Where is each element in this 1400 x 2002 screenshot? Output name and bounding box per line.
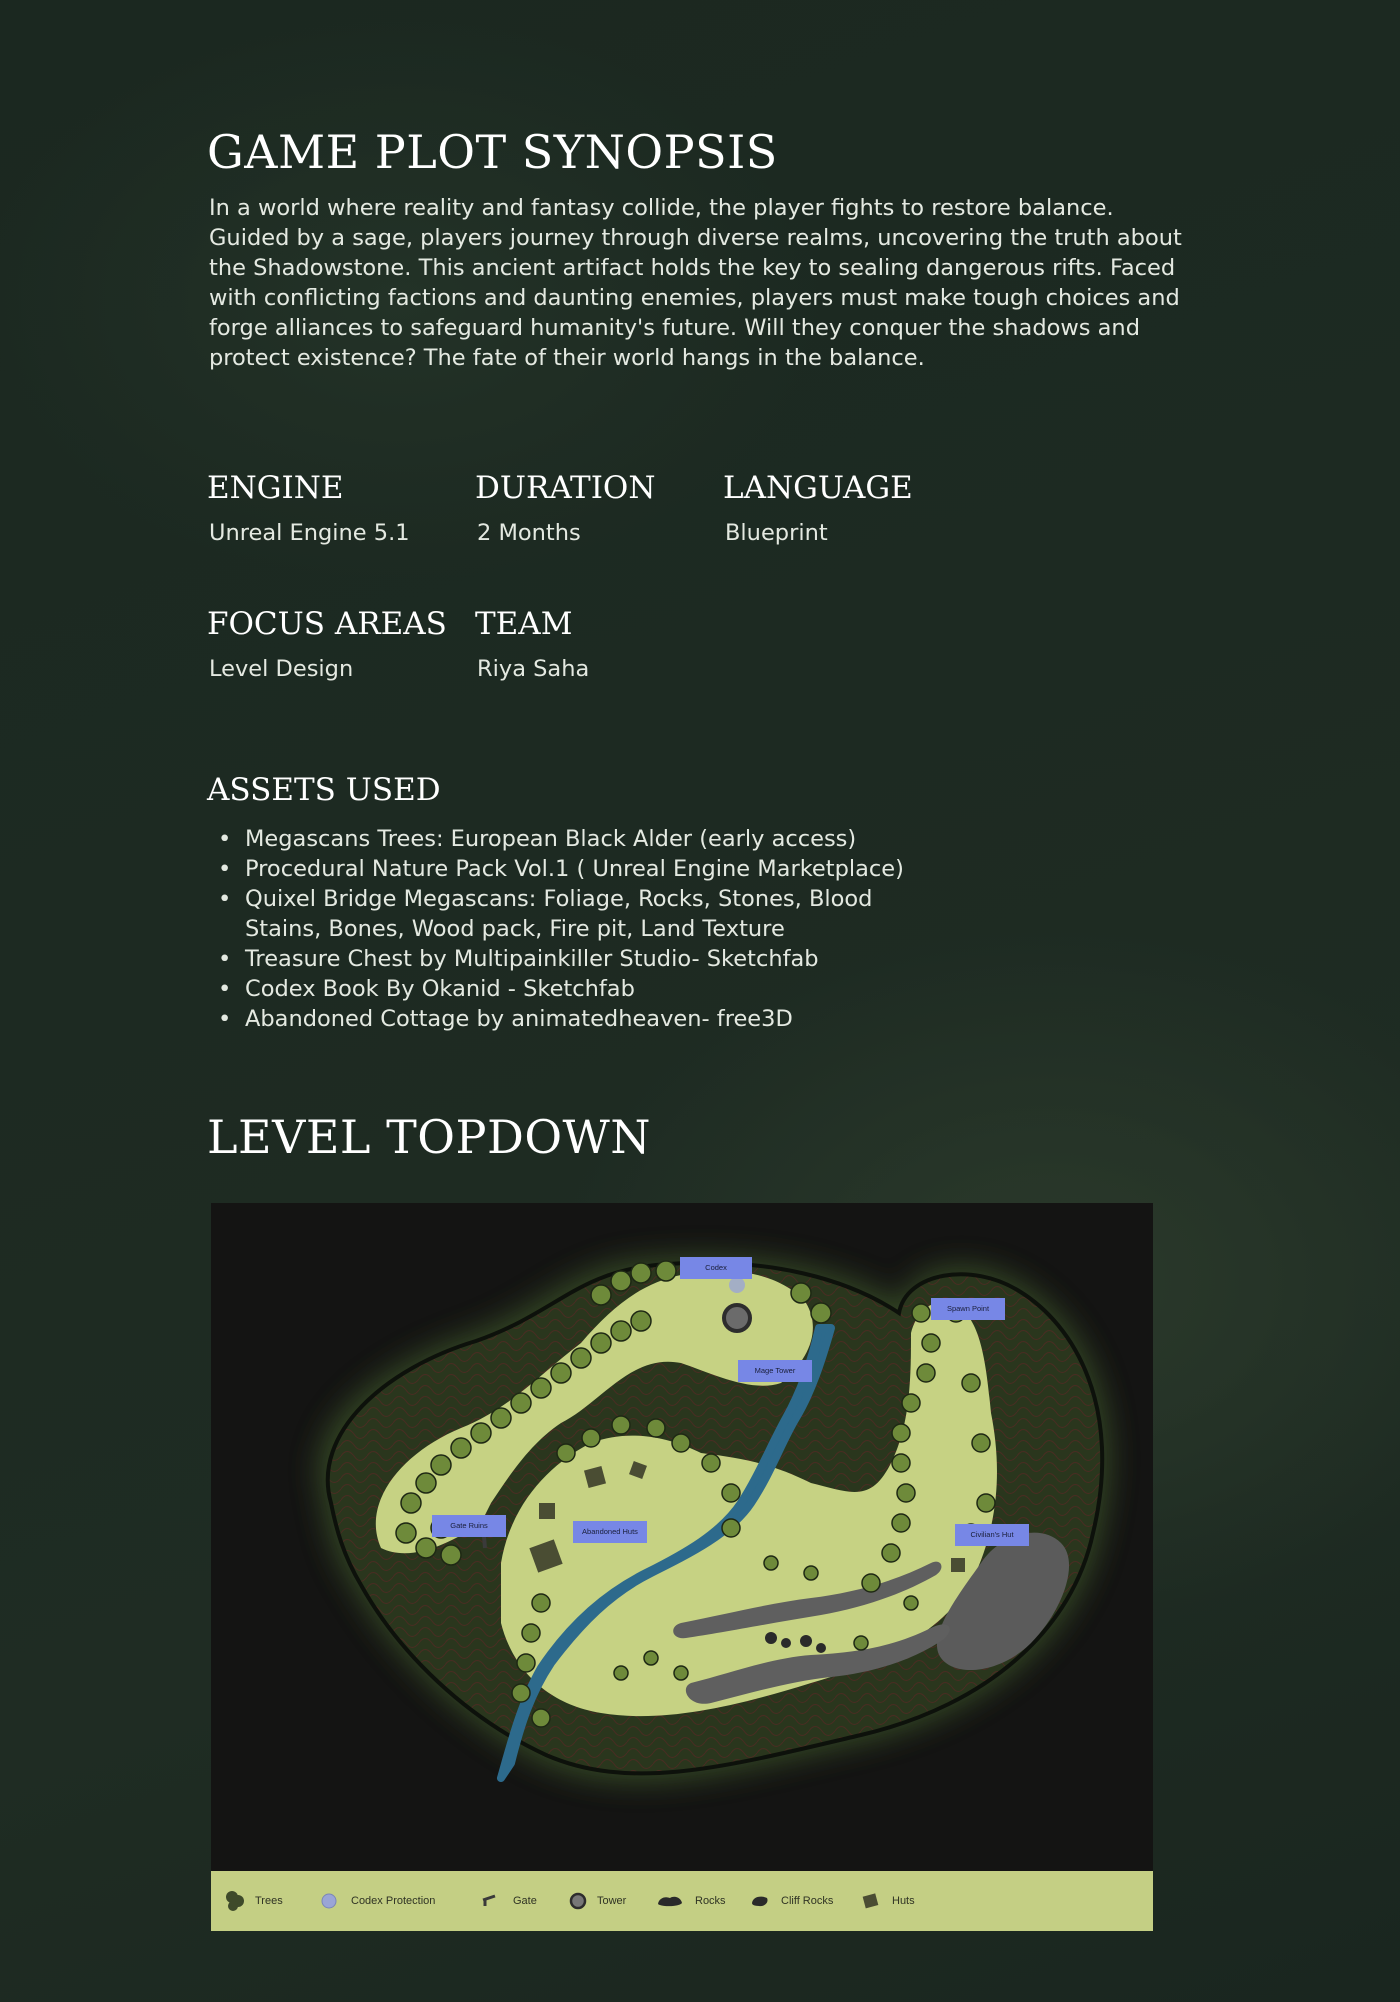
synopsis-line: with conflicting factions and daunting enemies, players must make tough choices and [209, 285, 1180, 311]
tower-icon [724, 1305, 750, 1331]
topdown-title: LEVEL TOPDOWN [207, 1110, 652, 1164]
map-label-codex: Codex [680, 1257, 752, 1279]
hut-icon [951, 1558, 965, 1572]
tower-icon [569, 1892, 587, 1910]
duration-label: DURATION [475, 470, 656, 506]
team-block [475, 606, 589, 682]
map-label-civilians-hut: Civilian's Hut [955, 1524, 1029, 1546]
gate-icon [481, 1894, 499, 1908]
focus-label: FOCUS AREAS [207, 606, 447, 642]
assets-list [218, 824, 938, 1034]
huts-icon [862, 1893, 880, 1909]
legend-tower [569, 1871, 626, 1931]
engine-value: Unreal Engine 5.1 [209, 520, 410, 546]
map-label-gate-ruins: Gate Ruins [432, 1515, 506, 1537]
map-legend [211, 1871, 1153, 1931]
synopsis-title: GAME PLOT SYNOPSIS [207, 125, 778, 179]
language-label: LANGUAGE [723, 470, 913, 506]
codex-protection-icon [729, 1277, 745, 1293]
assets-title: ASSETS USED [207, 772, 441, 808]
synopsis-line: protect existence? The fate of their world hangs in the balance. [209, 345, 925, 371]
synopsis-line: the Shadowstone. This ancient artifact holds the key to sealing dangerous rifts. Faced [209, 255, 1176, 281]
map-label-spawn-point: Spawn Point [931, 1298, 1005, 1320]
legend-cliff-rocks-label: Cliff Rocks [781, 1895, 834, 1907]
focus-value: Level Design [209, 656, 354, 682]
rocks-icon [657, 1894, 683, 1908]
legend-trees-label: Trees [255, 1895, 283, 1907]
legend-cliff-rocks [751, 1871, 833, 1931]
level-map [211, 1203, 1153, 1931]
synopsis-line: In a world where reality and fantasy collide, the player fights to restore balance. [209, 195, 1114, 221]
legend-huts-label: Huts [892, 1895, 915, 1907]
synopsis-body [209, 193, 1199, 373]
asset-item: • Megascans Trees: European Black Alder (early access) [218, 824, 938, 854]
team-value: Riya Saha [477, 656, 590, 682]
team-label: TEAM [475, 606, 573, 642]
asset-item: • Treasure Chest by Multipainkiller Studio- Sketchfab [218, 944, 938, 974]
synopsis-line: forge alliances to safeguard humanity's future. Will they conquer the shadows and [209, 315, 1140, 341]
map-label-mage-tower: Mage Tower [738, 1360, 812, 1382]
language-value: Blueprint [725, 520, 828, 546]
asset-item: • Codex Book By Okanid - Sketchfab [218, 974, 938, 1004]
asset-item: • Abandoned Cottage by animatedheaven- free3D [218, 1004, 938, 1034]
hut-icon [539, 1503, 555, 1519]
engine-block [207, 470, 410, 546]
asset-item: • Quixel Bridge Megascans: Foliage, Rocks, Stones, Blood Stains, Bones, Wood pack, Fire pit, Land Texture [218, 884, 938, 944]
legend-tower-label: Tower [597, 1895, 627, 1907]
legend-huts [862, 1871, 915, 1931]
duration-value: 2 Months [477, 520, 581, 546]
legend-trees [225, 1871, 283, 1931]
legend-gate-label: Gate [513, 1895, 537, 1907]
duration-block [475, 470, 655, 546]
cliff-rocks-icon [751, 1894, 769, 1908]
engine-label: ENGINE [207, 470, 344, 506]
map-label-abandoned-huts: Abandoned Huts [573, 1521, 647, 1543]
legend-gate [481, 1871, 537, 1931]
legend-rocks [657, 1871, 726, 1931]
legend-codex-protection [321, 1871, 435, 1931]
trees-icon [225, 1890, 245, 1912]
legend-codex-protection-label: Codex Protection [351, 1895, 436, 1907]
language-block [723, 470, 913, 546]
focus-block [207, 606, 447, 682]
legend-rocks-label: Rocks [695, 1895, 726, 1907]
synopsis-line: Guided by a sage, players journey through diverse realms, uncovering the truth about [209, 225, 1182, 251]
asset-item: • Procedural Nature Pack Vol.1 ( Unreal Engine Marketplace) [218, 854, 938, 884]
codex-protection-icon [321, 1893, 337, 1909]
